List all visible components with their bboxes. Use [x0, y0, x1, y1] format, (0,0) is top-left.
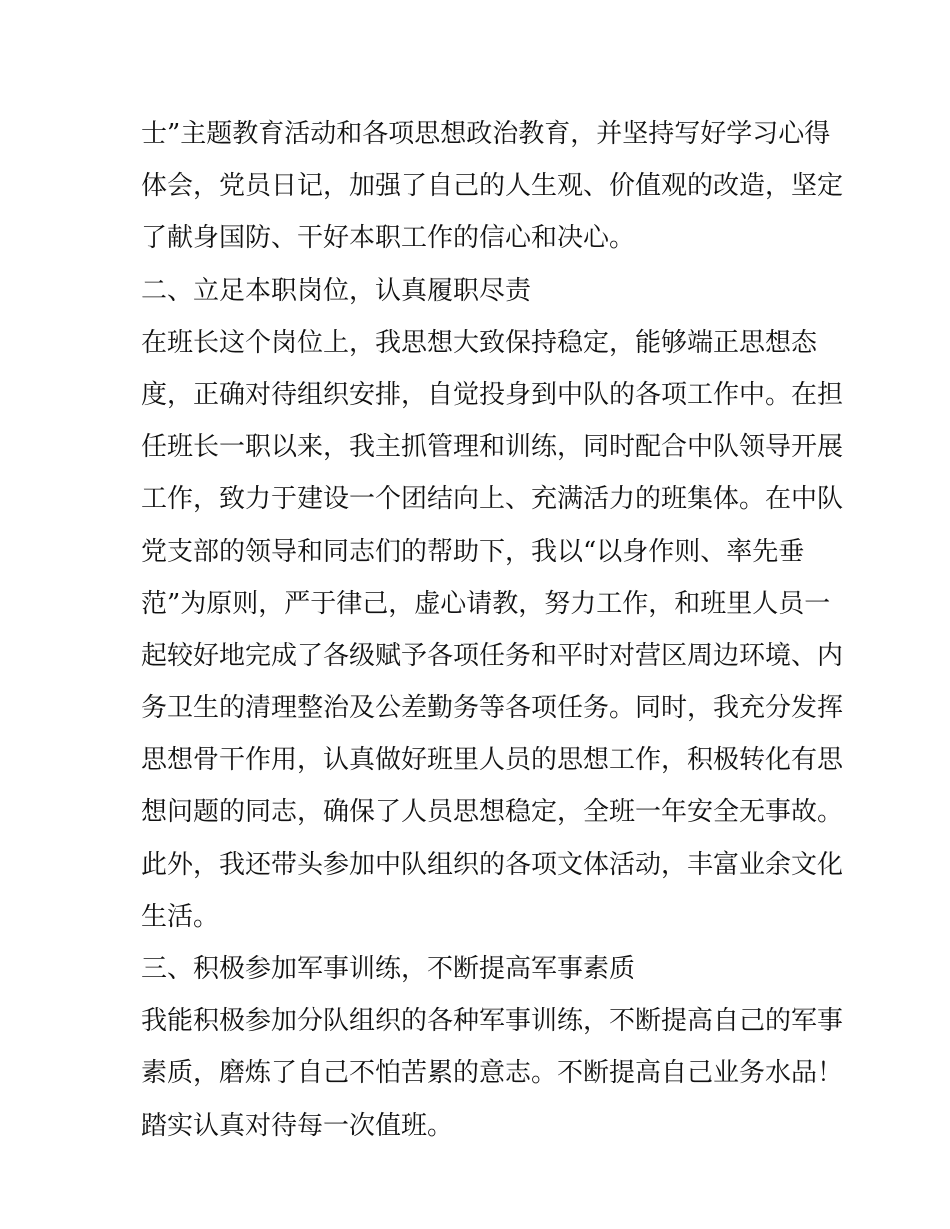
text-line: 思想骨干作用，认真做好班里人员的思想工作，积极转化有思 [141, 745, 844, 776]
text-line: 范”为原则，严于律己，虚心请教，努力工作，和班里人员一 [141, 588, 831, 619]
text-line: 踏实认真对待每一次值班。 [141, 1110, 454, 1141]
text-line: 了献身国防、干好本职工作的信心和决心。 [141, 223, 636, 254]
text-line: 起较好地完成了各级赋予各项任务和平时对营区周边环境、内 [141, 640, 844, 671]
text-line: 任班长一职以来，我主抓管理和训练，同时配合中队领导开展 [141, 432, 844, 463]
text-line: 此外，我还带头参加中队组织的各项文体活动，丰富业余文化 [141, 849, 844, 880]
text-line: 度，正确对待组织安排，自觉投身到中队的各项工作中。在担 [141, 379, 844, 410]
text-line: 士”主题教育活动和各项思想政治教育，并坚持写好学习心得 [141, 119, 831, 149]
text-line: 在班长这个岗位上，我思想大致保持稳定，能够端正思想态 [141, 327, 818, 358]
text-line: 想问题的同志，确保了人员思想稳定，全班一年安全无事故。 [141, 797, 844, 828]
text-line: 我能积极参加分队组织的各种军事训练，不断提高自己的军事 [141, 1006, 844, 1037]
section-heading: 二、立足本职岗位，认真履职尽责 [141, 275, 532, 306]
text-line: 党支部的领导和同志们的帮助下，我以“以身作则、率先垂 [141, 536, 805, 567]
text-line: 体会，党员日记，加强了自己的人生观、价值观的改造，坚定 [141, 171, 844, 202]
text-line: 务卫生的清理整治及公差勤务等各项任务。同时，我充分发挥 [141, 693, 844, 724]
section-heading: 三、积极参加军事训练，不断提高军事素质 [141, 954, 636, 984]
text-line: 生活。 [141, 901, 220, 932]
text-line: 素质，磨炼了自己不怕苦累的意志。不断提高自己业务水品！ [141, 1058, 844, 1089]
document-body [141, 108, 844, 1152]
text-line: 工作，致力于建设一个团结向上、充满活力的班集体。在中队 [141, 484, 844, 515]
